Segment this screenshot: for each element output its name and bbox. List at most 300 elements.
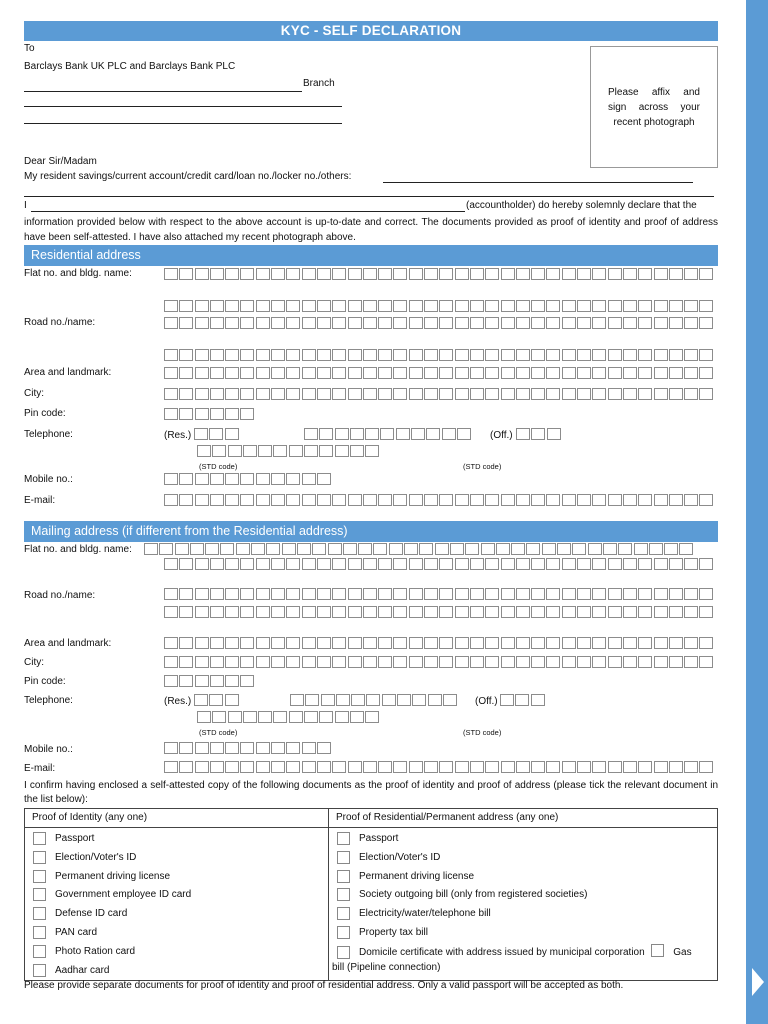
- char-box[interactable]: [439, 494, 453, 506]
- char-box[interactable]: [205, 543, 219, 555]
- char-box[interactable]: [516, 606, 530, 618]
- char-box[interactable]: [302, 637, 316, 649]
- char-box[interactable]: [378, 588, 392, 600]
- char-box[interactable]: [501, 761, 515, 773]
- char-box[interactable]: [164, 349, 178, 361]
- char-box[interactable]: [348, 761, 362, 773]
- identity-item-voter-id[interactable]: Election/Voter's ID: [25, 849, 328, 868]
- char-box[interactable]: [485, 761, 499, 773]
- char-box[interactable]: [470, 494, 484, 506]
- char-box[interactable]: [348, 558, 362, 570]
- char-box[interactable]: [210, 268, 224, 280]
- char-box[interactable]: [179, 742, 193, 754]
- char-box[interactable]: [302, 558, 316, 570]
- char-box[interactable]: [669, 558, 683, 570]
- char-box[interactable]: [531, 317, 545, 329]
- char-box[interactable]: [251, 543, 265, 555]
- char-box[interactable]: [669, 317, 683, 329]
- char-box[interactable]: [348, 268, 362, 280]
- char-box[interactable]: [531, 694, 545, 706]
- char-box[interactable]: [210, 349, 224, 361]
- char-box[interactable]: [699, 349, 713, 361]
- char-box[interactable]: [699, 606, 713, 618]
- char-box[interactable]: [317, 588, 331, 600]
- char-box[interactable]: [679, 543, 693, 555]
- char-box[interactable]: [442, 428, 456, 440]
- char-box[interactable]: [225, 428, 239, 440]
- char-box[interactable]: [485, 268, 499, 280]
- char-box[interactable]: [179, 268, 193, 280]
- char-box[interactable]: [256, 606, 270, 618]
- address-line-2[interactable]: [24, 123, 342, 124]
- char-box[interactable]: [424, 388, 438, 400]
- address-line-1[interactable]: [24, 106, 342, 107]
- char-box[interactable]: [195, 656, 209, 668]
- char-box[interactable]: [557, 543, 571, 555]
- char-box[interactable]: [332, 494, 346, 506]
- char-box[interactable]: [531, 349, 545, 361]
- checkbox[interactable]: [33, 832, 46, 845]
- char-box[interactable]: [304, 711, 318, 723]
- char-box[interactable]: [312, 543, 326, 555]
- char-box[interactable]: [592, 388, 606, 400]
- char-box[interactable]: [396, 428, 410, 440]
- res-email-boxes[interactable]: [164, 494, 715, 506]
- char-box[interactable]: [164, 558, 178, 570]
- char-box[interactable]: [623, 388, 637, 400]
- char-box[interactable]: [363, 317, 377, 329]
- char-box[interactable]: [286, 473, 300, 485]
- char-box[interactable]: [516, 761, 530, 773]
- char-box[interactable]: [240, 637, 254, 649]
- char-box[interactable]: [363, 637, 377, 649]
- res-flat-boxes-1[interactable]: [164, 268, 715, 280]
- char-box[interactable]: [393, 588, 407, 600]
- char-box[interactable]: [562, 761, 576, 773]
- char-box[interactable]: [455, 317, 469, 329]
- char-box[interactable]: [210, 588, 224, 600]
- char-box[interactable]: [240, 473, 254, 485]
- char-box[interactable]: [588, 543, 602, 555]
- char-box[interactable]: [240, 494, 254, 506]
- char-box[interactable]: [455, 388, 469, 400]
- char-box[interactable]: [332, 388, 346, 400]
- char-box[interactable]: [470, 656, 484, 668]
- char-box[interactable]: [302, 656, 316, 668]
- char-box[interactable]: [409, 606, 423, 618]
- char-box[interactable]: [332, 317, 346, 329]
- char-box[interactable]: [286, 317, 300, 329]
- char-box[interactable]: [393, 317, 407, 329]
- char-box[interactable]: [424, 637, 438, 649]
- char-box[interactable]: [501, 656, 515, 668]
- char-box[interactable]: [455, 606, 469, 618]
- address-item-domicile-gas[interactable]: [329, 943, 717, 977]
- char-box[interactable]: [317, 388, 331, 400]
- char-box[interactable]: [455, 558, 469, 570]
- char-box[interactable]: [286, 656, 300, 668]
- char-box[interactable]: [240, 761, 254, 773]
- char-box[interactable]: [684, 606, 698, 618]
- char-box[interactable]: [669, 588, 683, 600]
- char-box[interactable]: [378, 317, 392, 329]
- char-box[interactable]: [256, 558, 270, 570]
- char-box[interactable]: [439, 268, 453, 280]
- char-box[interactable]: [562, 588, 576, 600]
- char-box[interactable]: [289, 445, 303, 457]
- char-box[interactable]: [439, 317, 453, 329]
- char-box[interactable]: [424, 300, 438, 312]
- char-box[interactable]: [243, 445, 257, 457]
- char-box[interactable]: [348, 606, 362, 618]
- char-box[interactable]: [302, 742, 316, 754]
- char-box[interactable]: [654, 388, 668, 400]
- char-box[interactable]: [485, 656, 499, 668]
- char-box[interactable]: [638, 349, 652, 361]
- char-box[interactable]: [455, 637, 469, 649]
- char-box[interactable]: [179, 317, 193, 329]
- char-box[interactable]: [363, 606, 377, 618]
- char-box[interactable]: [210, 637, 224, 649]
- char-box[interactable]: [684, 656, 698, 668]
- char-box[interactable]: [365, 445, 379, 457]
- char-box[interactable]: [409, 367, 423, 379]
- char-box[interactable]: [258, 711, 272, 723]
- char-box[interactable]: [684, 494, 698, 506]
- char-box[interactable]: [195, 637, 209, 649]
- char-box[interactable]: [210, 606, 224, 618]
- char-box[interactable]: [195, 761, 209, 773]
- char-box[interactable]: [592, 588, 606, 600]
- char-box[interactable]: [443, 694, 457, 706]
- char-box[interactable]: [409, 317, 423, 329]
- char-box[interactable]: [179, 349, 193, 361]
- char-box[interactable]: [256, 317, 270, 329]
- char-box[interactable]: [501, 317, 515, 329]
- char-box[interactable]: [380, 428, 394, 440]
- char-box[interactable]: [511, 543, 525, 555]
- char-box[interactable]: [286, 606, 300, 618]
- char-box[interactable]: [179, 408, 193, 420]
- char-box[interactable]: [409, 300, 423, 312]
- char-box[interactable]: [455, 494, 469, 506]
- char-box[interactable]: [426, 428, 440, 440]
- char-box[interactable]: [485, 317, 499, 329]
- char-box[interactable]: [286, 588, 300, 600]
- char-box[interactable]: [164, 494, 178, 506]
- char-box[interactable]: [317, 558, 331, 570]
- char-box[interactable]: [699, 300, 713, 312]
- char-box[interactable]: [164, 317, 178, 329]
- char-box[interactable]: [319, 711, 333, 723]
- char-box[interactable]: [332, 761, 346, 773]
- char-box[interactable]: [547, 428, 561, 440]
- char-box[interactable]: [389, 543, 403, 555]
- char-box[interactable]: [195, 473, 209, 485]
- char-box[interactable]: [485, 349, 499, 361]
- char-box[interactable]: [302, 367, 316, 379]
- char-box[interactable]: [317, 367, 331, 379]
- mail-off-number-boxes[interactable]: [197, 711, 381, 723]
- char-box[interactable]: [669, 367, 683, 379]
- char-box[interactable]: [592, 349, 606, 361]
- char-box[interactable]: [363, 300, 377, 312]
- char-box[interactable]: [485, 558, 499, 570]
- char-box[interactable]: [623, 588, 637, 600]
- char-box[interactable]: [485, 367, 499, 379]
- char-box[interactable]: [470, 268, 484, 280]
- char-box[interactable]: [470, 606, 484, 618]
- char-box[interactable]: [654, 558, 668, 570]
- char-box[interactable]: [562, 268, 576, 280]
- char-box[interactable]: [531, 637, 545, 649]
- char-box[interactable]: [608, 637, 622, 649]
- char-box[interactable]: [225, 637, 239, 649]
- char-box[interactable]: [634, 543, 648, 555]
- char-box[interactable]: [302, 606, 316, 618]
- char-box[interactable]: [562, 388, 576, 400]
- char-box[interactable]: [332, 637, 346, 649]
- char-box[interactable]: [302, 300, 316, 312]
- char-box[interactable]: [164, 637, 178, 649]
- address-item-utility-bill[interactable]: Electricity/water/telephone bill: [329, 905, 717, 924]
- char-box[interactable]: [623, 349, 637, 361]
- char-box[interactable]: [409, 388, 423, 400]
- res-pin-boxes[interactable]: [164, 408, 256, 420]
- char-box[interactable]: [335, 445, 349, 457]
- char-box[interactable]: [546, 761, 560, 773]
- char-box[interactable]: [210, 388, 224, 400]
- char-box[interactable]: [228, 445, 242, 457]
- char-box[interactable]: [194, 428, 208, 440]
- char-box[interactable]: [485, 637, 499, 649]
- char-box[interactable]: [623, 317, 637, 329]
- char-box[interactable]: [455, 656, 469, 668]
- char-box[interactable]: [319, 445, 333, 457]
- char-box[interactable]: [684, 388, 698, 400]
- char-box[interactable]: [638, 317, 652, 329]
- char-box[interactable]: [496, 543, 510, 555]
- char-box[interactable]: [350, 711, 364, 723]
- char-box[interactable]: [335, 428, 349, 440]
- char-box[interactable]: [546, 367, 560, 379]
- char-box[interactable]: [654, 606, 668, 618]
- char-box[interactable]: [654, 317, 668, 329]
- char-box[interactable]: [623, 300, 637, 312]
- char-box[interactable]: [699, 761, 713, 773]
- char-box[interactable]: [393, 367, 407, 379]
- char-box[interactable]: [424, 494, 438, 506]
- char-box[interactable]: [516, 428, 530, 440]
- char-box[interactable]: [332, 558, 346, 570]
- char-box[interactable]: [424, 558, 438, 570]
- char-box[interactable]: [317, 656, 331, 668]
- char-box[interactable]: [225, 388, 239, 400]
- char-box[interactable]: [210, 317, 224, 329]
- char-box[interactable]: [363, 656, 377, 668]
- char-box[interactable]: [470, 349, 484, 361]
- char-box[interactable]: [669, 656, 683, 668]
- char-box[interactable]: [286, 268, 300, 280]
- char-box[interactable]: [684, 761, 698, 773]
- char-box[interactable]: [592, 606, 606, 618]
- char-box[interactable]: [546, 268, 560, 280]
- char-box[interactable]: [638, 367, 652, 379]
- char-box[interactable]: [210, 300, 224, 312]
- char-box[interactable]: [577, 761, 591, 773]
- char-box[interactable]: [577, 637, 591, 649]
- char-box[interactable]: [684, 637, 698, 649]
- char-box[interactable]: [654, 761, 668, 773]
- checkbox[interactable]: [337, 946, 350, 959]
- char-box[interactable]: [256, 300, 270, 312]
- char-box[interactable]: [304, 445, 318, 457]
- char-box[interactable]: [393, 761, 407, 773]
- char-box[interactable]: [516, 388, 530, 400]
- char-box[interactable]: [225, 694, 239, 706]
- char-box[interactable]: [348, 494, 362, 506]
- char-box[interactable]: [271, 761, 285, 773]
- identity-item-pan-card[interactable]: PAN card: [25, 924, 328, 943]
- char-box[interactable]: [470, 388, 484, 400]
- char-box[interactable]: [335, 711, 349, 723]
- char-box[interactable]: [699, 588, 713, 600]
- char-box[interactable]: [500, 694, 514, 706]
- char-box[interactable]: [164, 300, 178, 312]
- char-box[interactable]: [179, 473, 193, 485]
- char-box[interactable]: [225, 761, 239, 773]
- char-box[interactable]: [562, 349, 576, 361]
- char-box[interactable]: [439, 656, 453, 668]
- gas-bill-checkbox[interactable]: [651, 944, 664, 957]
- char-box[interactable]: [348, 349, 362, 361]
- char-box[interactable]: [350, 428, 364, 440]
- char-box[interactable]: [256, 349, 270, 361]
- char-box[interactable]: [485, 588, 499, 600]
- mail-area-boxes[interactable]: [164, 637, 715, 649]
- char-box[interactable]: [638, 656, 652, 668]
- photo-box[interactable]: [590, 46, 718, 168]
- mail-city-boxes[interactable]: [164, 656, 715, 668]
- char-box[interactable]: [501, 606, 515, 618]
- char-box[interactable]: [348, 367, 362, 379]
- char-box[interactable]: [592, 317, 606, 329]
- char-box[interactable]: [302, 317, 316, 329]
- char-box[interactable]: [546, 388, 560, 400]
- identity-item-passport[interactable]: Passport: [25, 830, 328, 849]
- identity-item-aadhar-card[interactable]: Aadhar card: [25, 962, 328, 981]
- char-box[interactable]: [195, 367, 209, 379]
- char-box[interactable]: [351, 694, 365, 706]
- char-box[interactable]: [195, 388, 209, 400]
- char-box[interactable]: [365, 711, 379, 723]
- char-box[interactable]: [397, 694, 411, 706]
- char-box[interactable]: [197, 445, 211, 457]
- char-box[interactable]: [210, 367, 224, 379]
- char-box[interactable]: [209, 428, 223, 440]
- char-box[interactable]: [669, 761, 683, 773]
- char-box[interactable]: [669, 637, 683, 649]
- checkbox[interactable]: [337, 907, 350, 920]
- char-box[interactable]: [516, 656, 530, 668]
- char-box[interactable]: [164, 408, 178, 420]
- char-box[interactable]: [455, 367, 469, 379]
- char-box[interactable]: [317, 637, 331, 649]
- char-box[interactable]: [179, 558, 193, 570]
- char-box[interactable]: [531, 268, 545, 280]
- checkbox[interactable]: [33, 907, 46, 920]
- char-box[interactable]: [271, 742, 285, 754]
- char-box[interactable]: [516, 588, 530, 600]
- char-box[interactable]: [179, 494, 193, 506]
- char-box[interactable]: [669, 606, 683, 618]
- char-box[interactable]: [470, 558, 484, 570]
- char-box[interactable]: [501, 637, 515, 649]
- mail-res-std-boxes[interactable]: [194, 694, 240, 706]
- char-box[interactable]: [531, 367, 545, 379]
- char-box[interactable]: [190, 543, 204, 555]
- char-box[interactable]: [286, 367, 300, 379]
- char-box[interactable]: [271, 268, 285, 280]
- char-box[interactable]: [470, 367, 484, 379]
- char-box[interactable]: [531, 761, 545, 773]
- char-box[interactable]: [562, 656, 576, 668]
- char-box[interactable]: [328, 543, 342, 555]
- char-box[interactable]: [485, 388, 499, 400]
- char-box[interactable]: [623, 494, 637, 506]
- char-box[interactable]: [179, 675, 193, 687]
- char-box[interactable]: [373, 543, 387, 555]
- char-box[interactable]: [592, 637, 606, 649]
- char-box[interactable]: [393, 637, 407, 649]
- char-box[interactable]: [378, 349, 392, 361]
- checkbox[interactable]: [33, 964, 46, 977]
- char-box[interactable]: [455, 300, 469, 312]
- char-box[interactable]: [220, 543, 234, 555]
- char-box[interactable]: [669, 300, 683, 312]
- char-box[interactable]: [195, 742, 209, 754]
- char-box[interactable]: [317, 300, 331, 312]
- char-box[interactable]: [271, 367, 285, 379]
- char-box[interactable]: [256, 473, 270, 485]
- char-box[interactable]: [240, 558, 254, 570]
- res-area-boxes[interactable]: [164, 367, 715, 379]
- char-box[interactable]: [343, 543, 357, 555]
- char-box[interactable]: [638, 606, 652, 618]
- char-box[interactable]: [699, 656, 713, 668]
- char-box[interactable]: [577, 494, 591, 506]
- char-box[interactable]: [164, 675, 178, 687]
- checkbox[interactable]: [337, 870, 350, 883]
- char-box[interactable]: [546, 637, 560, 649]
- char-box[interactable]: [577, 656, 591, 668]
- char-box[interactable]: [699, 637, 713, 649]
- char-box[interactable]: [240, 675, 254, 687]
- char-box[interactable]: [470, 761, 484, 773]
- char-box[interactable]: [516, 494, 530, 506]
- char-box[interactable]: [501, 268, 515, 280]
- char-box[interactable]: [240, 317, 254, 329]
- char-box[interactable]: [531, 606, 545, 618]
- char-box[interactable]: [542, 543, 556, 555]
- char-box[interactable]: [289, 711, 303, 723]
- char-box[interactable]: [699, 494, 713, 506]
- char-box[interactable]: [164, 742, 178, 754]
- char-box[interactable]: [654, 300, 668, 312]
- char-box[interactable]: [195, 588, 209, 600]
- char-box[interactable]: [608, 656, 622, 668]
- char-box[interactable]: [531, 428, 545, 440]
